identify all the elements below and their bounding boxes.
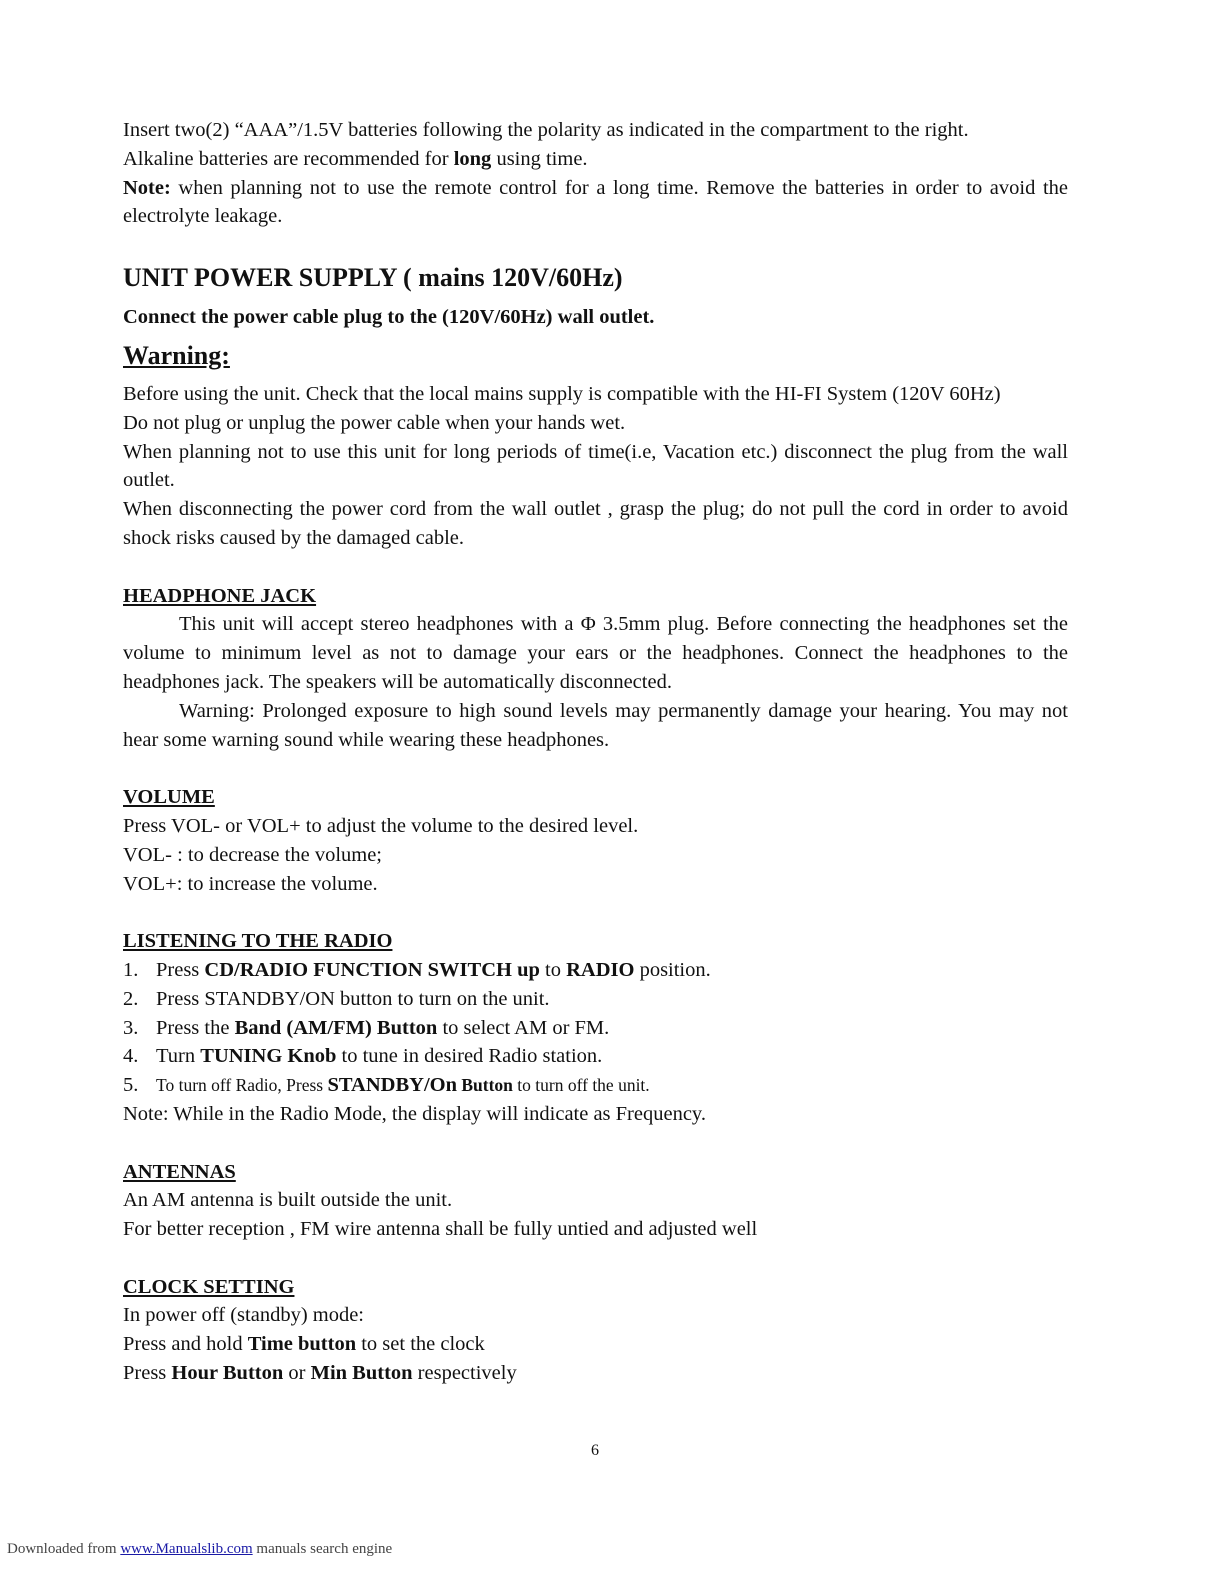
battery-line-1: Insert two(2) “AAA”/1.5V batteries following the polarity as indicated in the compartment to the right. bbox=[123, 119, 969, 141]
manualslib-link[interactable]: www.Manualslib.com bbox=[120, 1541, 253, 1557]
headphone-paragraph-1: This unit will accept stereo headphones with a Φ 3.5mm plug. Before connecting the headphones set the volume to minimum level as not to damage your ears or the headphones. Connect the headphones to the headphones jack. The speakers will be automatically disconnected. bbox=[123, 613, 1068, 693]
power-supply-heading: UNIT POWER SUPPLY ( mains 120V/60Hz) bbox=[123, 263, 623, 293]
headphone-heading: HEADPHONE JACK bbox=[123, 584, 317, 607]
warning-line-2: Do not plug or unplug the power cable when your hands wet. bbox=[123, 411, 626, 434]
antennas-line-2: For better reception , FM wire antenna shall be fully untied and adjusted well bbox=[123, 1218, 758, 1241]
download-footer: Downloaded from www.Manualslib.com manuals search engine bbox=[7, 1541, 393, 1557]
antennas-line-1: An AM antenna is built outside the unit. bbox=[123, 1189, 453, 1212]
manual-page bbox=[123, 116, 1068, 1388]
radio-heading: LISTENING TO THE RADIO bbox=[123, 930, 393, 953]
power-connect-instruction: Connect the power cable plug to the (120V/60Hz) wall outlet. bbox=[123, 306, 655, 329]
radio-step-2: 2. Press STANDBY/ON button to turn on the unit. bbox=[123, 987, 550, 1010]
warning-line-3: When planning not to use this unit for long periods of time(i.e, Vacation etc.) disconnect the plug from the wall outlet. bbox=[123, 440, 1068, 492]
volume-line-3: VOL+: to increase the volume. bbox=[123, 872, 378, 895]
battery-line-2: Alkaline batteries are recommended for long using time. bbox=[123, 147, 588, 170]
clock-line-1: In power off (standby) mode: bbox=[123, 1304, 365, 1327]
headphone-paragraph-2: Warning: Prolonged exposure to high sound levels may permanently damage your hearing. You may not hear some warning sound while wearing these headphones. bbox=[123, 699, 1068, 751]
radio-step-5: 5. To turn off Radio, Press STANDBY/On Button to turn off the unit. bbox=[123, 1074, 650, 1097]
antennas-heading: ANTENNAS bbox=[123, 1160, 236, 1183]
clock-line-3: Press Hour Button or Min Button respectively bbox=[123, 1362, 517, 1385]
radio-step-3: 3. Press the Band (AM/FM) Button to select AM or FM. bbox=[123, 1016, 610, 1039]
radio-step-1: 1. Press CD/RADIO FUNCTION SWITCH up to RADIO position. bbox=[123, 958, 711, 981]
page-number: 6 bbox=[591, 1442, 599, 1459]
battery-note: Note: when planning not to use the remote control for a long time. Remove the batteries in order to avoid the electrolyte leakage. bbox=[123, 176, 1068, 228]
volume-line-2: VOL- : to decrease the volume; bbox=[123, 843, 383, 866]
radio-note: Note: While in the Radio Mode, the display will indicate as Frequency. bbox=[123, 1102, 706, 1125]
note-label: Note: bbox=[123, 176, 171, 199]
radio-step-4: 4. Turn TUNING Knob to tune in desired Radio station. bbox=[123, 1045, 603, 1068]
warning-heading: Warning: bbox=[123, 340, 230, 370]
clock-line-2: Press and hold Time button to set the clock bbox=[123, 1333, 485, 1356]
warning-line-1: Before using the unit. Check that the local mains supply is compatible with the HI-FI System (120V 60Hz) bbox=[123, 382, 1001, 405]
volume-line-1: Press VOL- or VOL+ to adjust the volume to the desired level. bbox=[123, 814, 639, 837]
radio-steps bbox=[123, 956, 1068, 1100]
volume-heading: VOLUME bbox=[123, 786, 215, 809]
clock-heading: CLOCK SETTING bbox=[123, 1275, 295, 1298]
warning-line-4: When disconnecting the power cord from the wall outlet , grasp the plug; do not pull the cord in order to avoid shock risks caused by the damaged cable. bbox=[123, 498, 1068, 549]
